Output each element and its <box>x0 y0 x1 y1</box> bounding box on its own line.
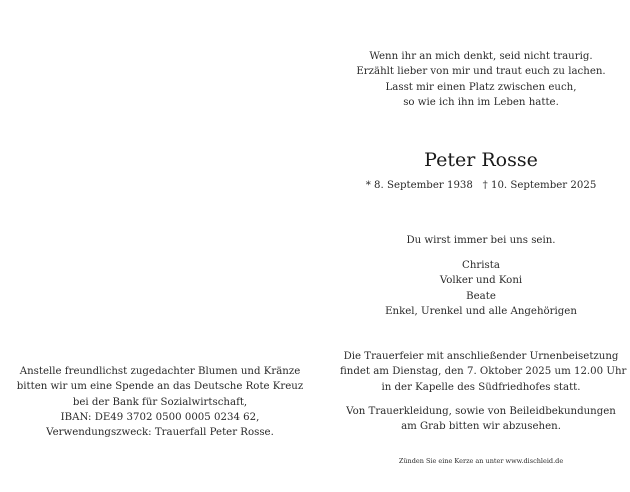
mourner: Christa <box>462 260 500 271</box>
death-date: † 10. September 2025 <box>482 180 597 191</box>
mourners <box>340 258 622 319</box>
candle-note: Zünden Sie eine Kerze an unter www.dischleid.de <box>398 457 564 465</box>
donation-info <box>10 364 310 440</box>
ceremony-line: findet am Dienstag, den 7. Oktober 2025 um 12.00 Uhr <box>340 366 627 378</box>
life-dates <box>340 178 622 193</box>
donation-line: IBAN: DE49 3702 0500 0005 0234 62, <box>60 411 260 423</box>
poem-line: Erzählt lieber von mir und traut euch zu lachen. <box>356 66 606 78</box>
poem-line: Wenn ihr an mich denkt, seid nicht traurig. <box>369 51 593 62</box>
mourner: Volker und Koni <box>439 275 523 287</box>
poem <box>340 49 622 110</box>
mourner: Beate <box>466 290 496 302</box>
ceremony-line: in der Kapelle des Südfriedhofes statt. <box>381 381 581 393</box>
ceremony-info <box>340 349 627 395</box>
poem-line: so wie ich ihn im Leben hatte. <box>403 96 559 108</box>
mourner: Enkel, Urenkel und alle Angehörigen <box>385 305 577 317</box>
poem-line: Lasst mir einen Platz zwischen euch, <box>385 81 577 93</box>
deceased-name: Peter Rosse <box>424 149 538 171</box>
request <box>340 404 622 435</box>
donation-line: bitten wir um eine Spende an das Deutsche Rote Kreuz <box>16 381 304 393</box>
request-line: am Grab bitten wir abzusehen. <box>401 421 561 433</box>
motto: Du wirst immer bei uns sein. <box>406 235 556 246</box>
donation-line: bei der Bank für Sozialwirtschaft, <box>72 396 248 408</box>
birth-date: * 8. September 1938 <box>365 180 473 191</box>
donation-line: Anstelle freundlichst zugedachter Blumen und Kränze <box>19 366 301 377</box>
request-line: Von Trauerkleidung, sowie von Beileidbekundungen <box>346 406 616 417</box>
ceremony-line: Die Trauerfeier mit anschließender Urnenbeisetzung <box>343 351 619 362</box>
donation-line: Verwendungszweck: Trauerfall Peter Rosse. <box>46 427 274 439</box>
